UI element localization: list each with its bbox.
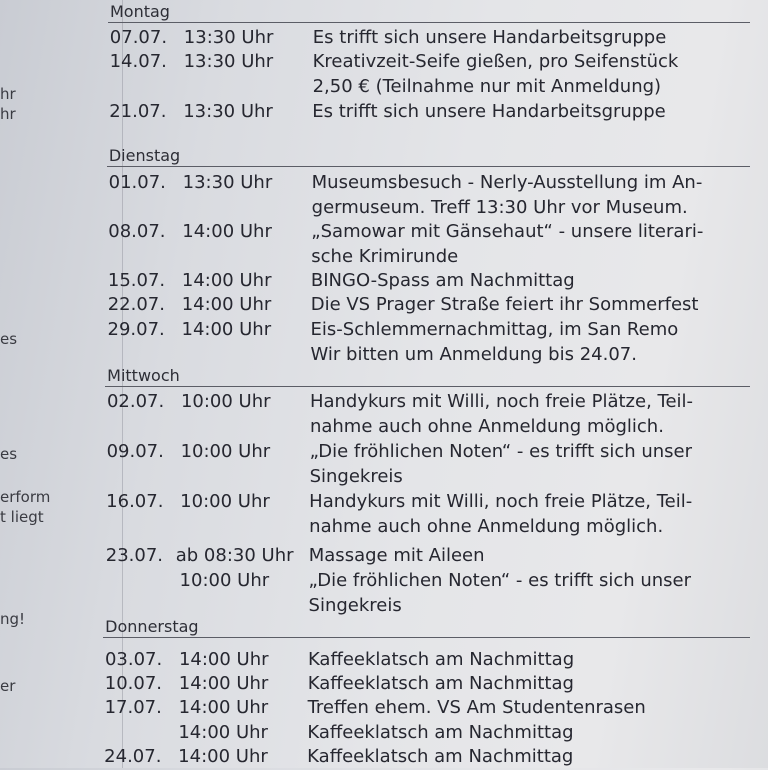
entry-time: 14:00 Uhr xyxy=(178,649,269,670)
entry-description-line: „Die fröhlichen Noten“ - es trifft sich unser xyxy=(308,570,692,591)
schedule-entry xyxy=(106,544,760,569)
entry-description-line: BINGO-Spass am Nachmittag xyxy=(310,270,575,291)
entry-date: 14.07. xyxy=(109,51,167,72)
entry-description-line: Es trifft sich unsere Handarbeitsgruppe xyxy=(312,27,667,48)
entry-date: 02.07. xyxy=(106,391,165,412)
entry-date: 03.07. xyxy=(104,649,163,670)
entry-description-line: Singekreis xyxy=(309,466,403,487)
entry-description-line: Kaffeeklatsch am Nachmittag xyxy=(307,746,574,767)
day-heading: Donnerstag xyxy=(105,617,199,636)
entry-date: 24.07. xyxy=(104,746,162,767)
left-margin-fragment: hr xyxy=(0,105,16,123)
left-margin-fragment: ng! xyxy=(0,610,26,628)
schedule-entry xyxy=(107,440,760,490)
entry-date: 08.07. xyxy=(108,221,166,242)
entry-description-line: nahme auch ohne Anmeldung möglich. xyxy=(309,516,664,537)
entry-description-line: Es trifft sich unsere Handarbeitsgruppe xyxy=(312,101,666,122)
entry-date: 07.07. xyxy=(109,27,168,48)
day-divider xyxy=(105,386,750,387)
left-margin-fragment: hr xyxy=(0,85,16,103)
entry-time: 14:00 Uhr xyxy=(181,319,272,340)
entry-time: 14:00 Uhr xyxy=(181,294,272,315)
entry-description-line: Singekreis xyxy=(308,595,402,616)
entry-date: 01.07. xyxy=(108,172,166,193)
entry-date: 22.07. xyxy=(107,294,165,315)
entry-time: 10:00 Uhr xyxy=(180,441,271,462)
entry-time: 10:00 Uhr xyxy=(180,391,271,412)
left-margin-fragment: er xyxy=(0,677,16,695)
schedule-entry xyxy=(109,171,760,221)
entry-time: 14:00 Uhr xyxy=(178,697,269,718)
entry-description-line: Kaffeeklatsch am Nachmittag xyxy=(307,649,575,670)
entry-time: 13:30 Uhr xyxy=(183,101,273,122)
entry-date: 16.07. xyxy=(106,491,164,512)
day-divider xyxy=(103,637,750,638)
entry-description-line: 2,50 € (Teilnahme nur mit Anmeldung) xyxy=(312,76,662,97)
entry-description-line: Kaffeeklatsch am Nachmittag xyxy=(307,673,574,694)
entry-time: ab 08:30 Uhr xyxy=(175,545,294,566)
entry-date: 17.07. xyxy=(104,697,162,718)
day-divider xyxy=(108,22,750,23)
left-margin-fragment: erform xyxy=(0,488,51,506)
day-heading: Dienstag xyxy=(108,146,181,165)
entry-date: 29.07. xyxy=(107,319,165,340)
schedule-entry xyxy=(108,269,760,294)
day-heading: Mittwoch xyxy=(107,366,180,385)
entry-description-line: Treffen ehem. VS Am Studentenrasen xyxy=(307,697,646,718)
left-margin-fragment: t liegt xyxy=(0,508,44,526)
entry-time: 13:30 Uhr xyxy=(182,172,273,193)
entry-time: 10:00 Uhr xyxy=(179,570,270,591)
day-divider xyxy=(107,166,750,167)
schedule-entry xyxy=(109,100,760,125)
entry-description-line: Handykurs mit Willi, noch freie Plätze, Teil- xyxy=(309,391,694,412)
entry-description-line: Kreativzeit-Seife gießen, pro Seifenstück xyxy=(312,51,679,72)
schedule-entry xyxy=(108,318,760,368)
entry-time: 14:00 Uhr xyxy=(178,673,269,694)
entry-description-line: „Die fröhlichen Noten“ - es trifft sich unser xyxy=(309,441,693,462)
entry-date: 23.07. xyxy=(105,545,164,566)
schedule-entry xyxy=(104,721,760,746)
entry-description-line: Museumsbesuch - Nerly-Ausstellung im An- xyxy=(311,172,703,193)
schedule-entry xyxy=(108,293,760,318)
entry-description-line: Die VS Prager Straße feiert ihr Sommerfest xyxy=(310,294,699,315)
schedule-entry xyxy=(105,696,760,721)
day-heading: Montag xyxy=(109,2,170,21)
entry-description-line: nahme auch ohne Anmeldung möglich. xyxy=(309,416,664,437)
entry-date: 21.07. xyxy=(109,101,167,122)
schedule-entry xyxy=(105,672,760,697)
entry-description-line: germuseum. Treff 13:30 Uhr vor Museum. xyxy=(311,197,688,218)
entry-time: 13:30 Uhr xyxy=(183,51,274,72)
schedule-entry xyxy=(107,390,760,440)
entry-date: 10.07. xyxy=(104,673,163,694)
schedule-entry xyxy=(110,26,760,51)
left-margin-fragment: es xyxy=(0,330,18,348)
entry-time: 14:00 Uhr xyxy=(178,722,268,743)
entry-time: 14:00 Uhr xyxy=(182,221,272,242)
entry-description-line: Massage mit Aileen xyxy=(308,545,485,566)
entry-description-line: Kaffeeklatsch am Nachmittag xyxy=(307,722,574,743)
schedule-entry xyxy=(106,569,760,619)
entry-date: 09.07. xyxy=(106,441,164,462)
entry-description-line: sche Krimirunde xyxy=(311,246,459,267)
entry-date: 15.07. xyxy=(107,270,166,291)
entry-description-line: Handykurs mit Willi, noch freie Plätze, Teil- xyxy=(309,491,693,512)
schedule-entry xyxy=(108,220,760,270)
entry-time: 14:00 Uhr xyxy=(178,746,268,767)
entry-description-line: „Samowar mit Gänsehaut“ - unsere literari- xyxy=(311,221,704,242)
entry-time: 10:00 Uhr xyxy=(180,491,270,512)
entry-description-line: Eis-Schlemmernachmittag, im San Remo xyxy=(310,319,679,340)
entry-time: 14:00 Uhr xyxy=(181,270,272,291)
entry-time: 13:30 Uhr xyxy=(183,27,274,48)
schedule-entry xyxy=(105,648,760,673)
schedule-entry xyxy=(106,490,760,540)
schedule-entry xyxy=(110,50,760,100)
schedule-entry xyxy=(104,745,760,770)
entry-description-line: Wir bitten um Anmeldung bis 24.07. xyxy=(310,344,637,365)
left-margin-fragment: es xyxy=(0,445,18,463)
